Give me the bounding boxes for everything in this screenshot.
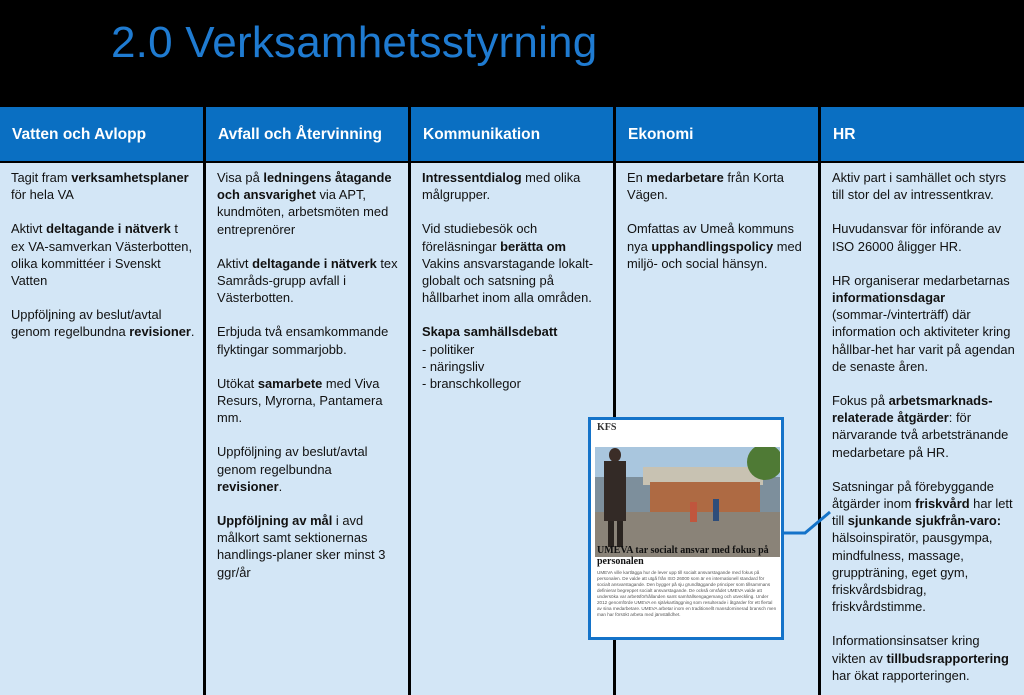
bold-text: friskvård [915, 496, 970, 512]
column-header: Kommunikation [411, 107, 613, 161]
page-title: 2.0 Verksamhetsstyrning [111, 18, 598, 67]
text-run: - branschkollegor [422, 376, 521, 392]
bold-text: sjunkande sjukfrån-varo: [847, 513, 1002, 529]
bold-text: deltagande i nätverk [46, 221, 171, 237]
text-run: Aktivt [11, 221, 47, 237]
text-run: Uppföljning av beslut/avtal genom regelbundna [217, 444, 368, 477]
text-run: Tagit fram [11, 170, 72, 185]
text-run: med Viva Resurs, Myrorna, Pantamera mm. [217, 375, 383, 426]
bold-text: medarbetare [646, 170, 724, 185]
text-run: HR organiserar medarbetarnas [832, 272, 1010, 288]
column-header: Ekonomi [616, 107, 818, 161]
bold-text: revisioner [217, 478, 279, 494]
text-run: Erbjuda två ensamkommande flyktingar sommarjobb. [217, 324, 389, 357]
text-run: hälsoinspiratör, pausgympa, mindfulness, massage, gruppträning, eget gym, friskvårdsbidrag, friskvårdstimme. [832, 530, 993, 615]
column-header: Avfall och Återvinning [206, 107, 408, 161]
text-run: Uppföljning av beslut/avtal genom regelbundna [11, 307, 162, 340]
bold-text: tillbudsrapportering [886, 650, 1009, 666]
text-run: har lett till [832, 496, 1013, 529]
newspaper-clipping [588, 417, 784, 640]
bold-text: deltagande i nätverk [252, 255, 377, 271]
text-run: med miljö- och social hänsyn. [627, 238, 802, 271]
bold-text: verksamhetsplaner [71, 170, 189, 185]
clipping-headline: UMEVA tar socialt ansvar med fokus på personalen [597, 545, 769, 567]
text-run: t ex VA-samverkan Västerbotten, olika kommittéer i Svenskt Vatten [11, 221, 193, 289]
text-run: Omfattas av Umeå kommuns nya [627, 221, 794, 254]
bold-text: upphandlingspolicy [651, 238, 774, 254]
text-run: Utökat [217, 375, 258, 391]
text-run: tex Samråds-grupp avfall i Västerbotten. [217, 255, 398, 306]
text-run: för hela VA [11, 187, 74, 203]
text-run: - politiker [422, 341, 475, 357]
text-run: Aktivt [217, 255, 253, 271]
clipping-photo [595, 447, 780, 557]
bold-text: Uppföljning av mål [217, 513, 333, 529]
bold-text: informationsdagar [832, 290, 946, 306]
text-run: från Korta Vägen. [627, 170, 784, 203]
text-run: i avd målkort samt sektionernas handlings-planer sker minst 3 ggr/år [217, 513, 386, 580]
text-run: Visa på [217, 170, 264, 185]
text-run: Fokus på [832, 393, 889, 409]
clipping-text: UMEVA ville kartlägga hur de lever upp till socialt ansvarstagande med fokus på personalen. De valde att utgå från ISO 26000 som är en internationell standard för socialt ansvarstagande. Den bygger på sju grundläggande principer som tillsammans definierar begreppet socialt ansvarstagande. De också området UMEVA valde att undersöka var arbetsförhållanden samt samhällsengagemang och utveckling. Under 2012 genomförde UMEVA en självkartläggning som resulterade i åtgärder för ett flertal av sina medarbetare. UMEVA arbetar inom en traditionellt mansdominerad bransch men man har försökt arbeta med jämställdhet. [597, 570, 777, 617]
bold-text: Skapa samhällsdebatt [422, 324, 558, 340]
bold-text: revisioner [129, 324, 191, 340]
bold-text: berätta om [500, 238, 567, 254]
column-header: HR [821, 107, 1024, 161]
text-run: via APT, kundmöten, arbetsmöten med entreprenörer [217, 187, 389, 237]
text-run: Aktiv part i samhället och styrs till stor del av intressentkrav. [832, 170, 1007, 203]
text-run: Huvudansvar för införande av ISO 26000 åligger HR. [832, 221, 1002, 254]
bold-text: samarbete [257, 375, 323, 391]
text-run: med olika målgrupper. [422, 170, 581, 203]
text-run: . [190, 324, 195, 340]
bold-text: Intressentdialog [422, 170, 522, 185]
text-run: - näringsliv [422, 358, 485, 374]
text-run: : för närvarande två arbetstränande medarbetare på HR. [832, 410, 1009, 460]
text-run: har ökat rapporteringen. [832, 667, 970, 683]
text-run: Informationsinsatser kring vikten av [832, 633, 980, 666]
bold-text: ledningens åtagande och ansvarighet [217, 170, 392, 203]
text-run: (sommar-/vinterträff) där information och aktiviteter kring hållbar-het har varit på agendan de senaste åren. [832, 307, 1015, 374]
column-header: Vatten och Avlopp [0, 107, 203, 161]
bold-text: arbetsmarknads-relaterade åtgärder [832, 393, 993, 426]
text-run: Satsningar på förebyggande åtgärder inom [832, 478, 994, 512]
text-run: . [278, 478, 283, 494]
clipping-logo: KFS [597, 422, 617, 433]
text-run: Vakins ansvarstagande lokalt-globalt och satsning på hållbarhet inom alla områden. [422, 255, 594, 306]
text-run: En [627, 170, 647, 185]
text-run: Vid studiebesök och föreläsningar [422, 221, 538, 254]
